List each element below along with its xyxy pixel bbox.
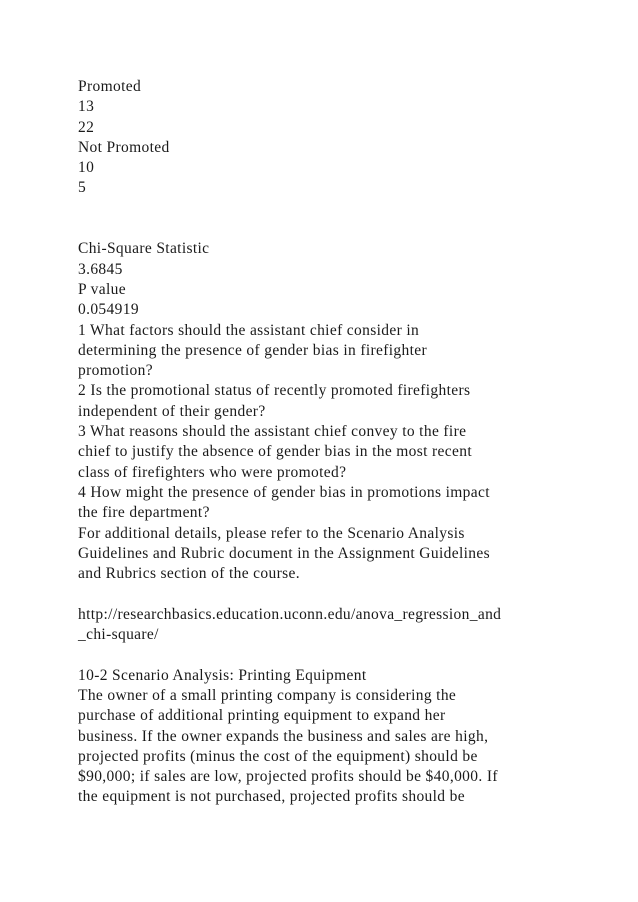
text-line: Chi-Square Statistic xyxy=(78,240,210,258)
text-line: $90,000; if sales are low, projected profits should be $40,000. If xyxy=(78,768,498,786)
text-line: 0.054919 xyxy=(78,301,139,319)
text-line: 3.6845 xyxy=(78,260,123,278)
text-line: class of firefighters who were promoted? xyxy=(78,463,347,481)
text-line: _chi-square/ xyxy=(78,626,159,644)
text-line: and Rubrics section of the course. xyxy=(78,565,300,583)
text-line: The owner of a small printing company is considering the xyxy=(78,686,457,704)
text-line: purchase of additional printing equipment to expand her xyxy=(78,707,446,725)
text-line: 3 What reasons should the assistant chief convey to the fire xyxy=(78,423,467,441)
text-line: For additional details, please refer to the Scenario Analysis xyxy=(78,524,465,542)
text-line: 5 xyxy=(78,179,87,197)
text-line: 2 Is the promotional status of recently promoted firefighters xyxy=(78,382,471,400)
text-line: 13 xyxy=(78,98,95,116)
document-text xyxy=(78,77,598,808)
text-line: the equipment is not purchased, projected profits should be xyxy=(78,788,465,806)
text-line: Promoted xyxy=(78,78,142,95)
blank-line xyxy=(78,584,598,604)
text-line: 10-2 Scenario Analysis: Printing Equipment xyxy=(78,666,367,684)
text-line: projected profits (minus the cost of the equipment) should be xyxy=(78,747,478,765)
text-line: Guidelines and Rubric document in the Assignment Guidelines xyxy=(78,544,490,562)
blank-line xyxy=(78,645,598,665)
text-line: independent of their gender? xyxy=(78,402,266,420)
text-line: http://researchbasics.education.uconn.edu/anova_regression_and xyxy=(78,605,502,623)
text-line: Not Promoted xyxy=(78,138,170,156)
text-line: 22 xyxy=(78,118,95,136)
text-line: 4 How might the presence of gender bias in promotions impact xyxy=(78,483,490,501)
text-line: the fire department? xyxy=(78,504,210,522)
blank-line xyxy=(78,219,598,239)
text-line: promotion? xyxy=(78,362,153,380)
blank-line xyxy=(78,199,598,219)
text-line: 1 What factors should the assistant chief consider in xyxy=(78,321,420,339)
text-line: business. If the owner expands the business and sales are high, xyxy=(78,727,489,745)
text-line: chief to justify the absence of gender bias in the most recent xyxy=(78,443,473,461)
text-line: 10 xyxy=(78,159,95,177)
text-line: determining the presence of gender bias in firefighter xyxy=(78,341,428,359)
text-line: P value xyxy=(78,280,126,298)
